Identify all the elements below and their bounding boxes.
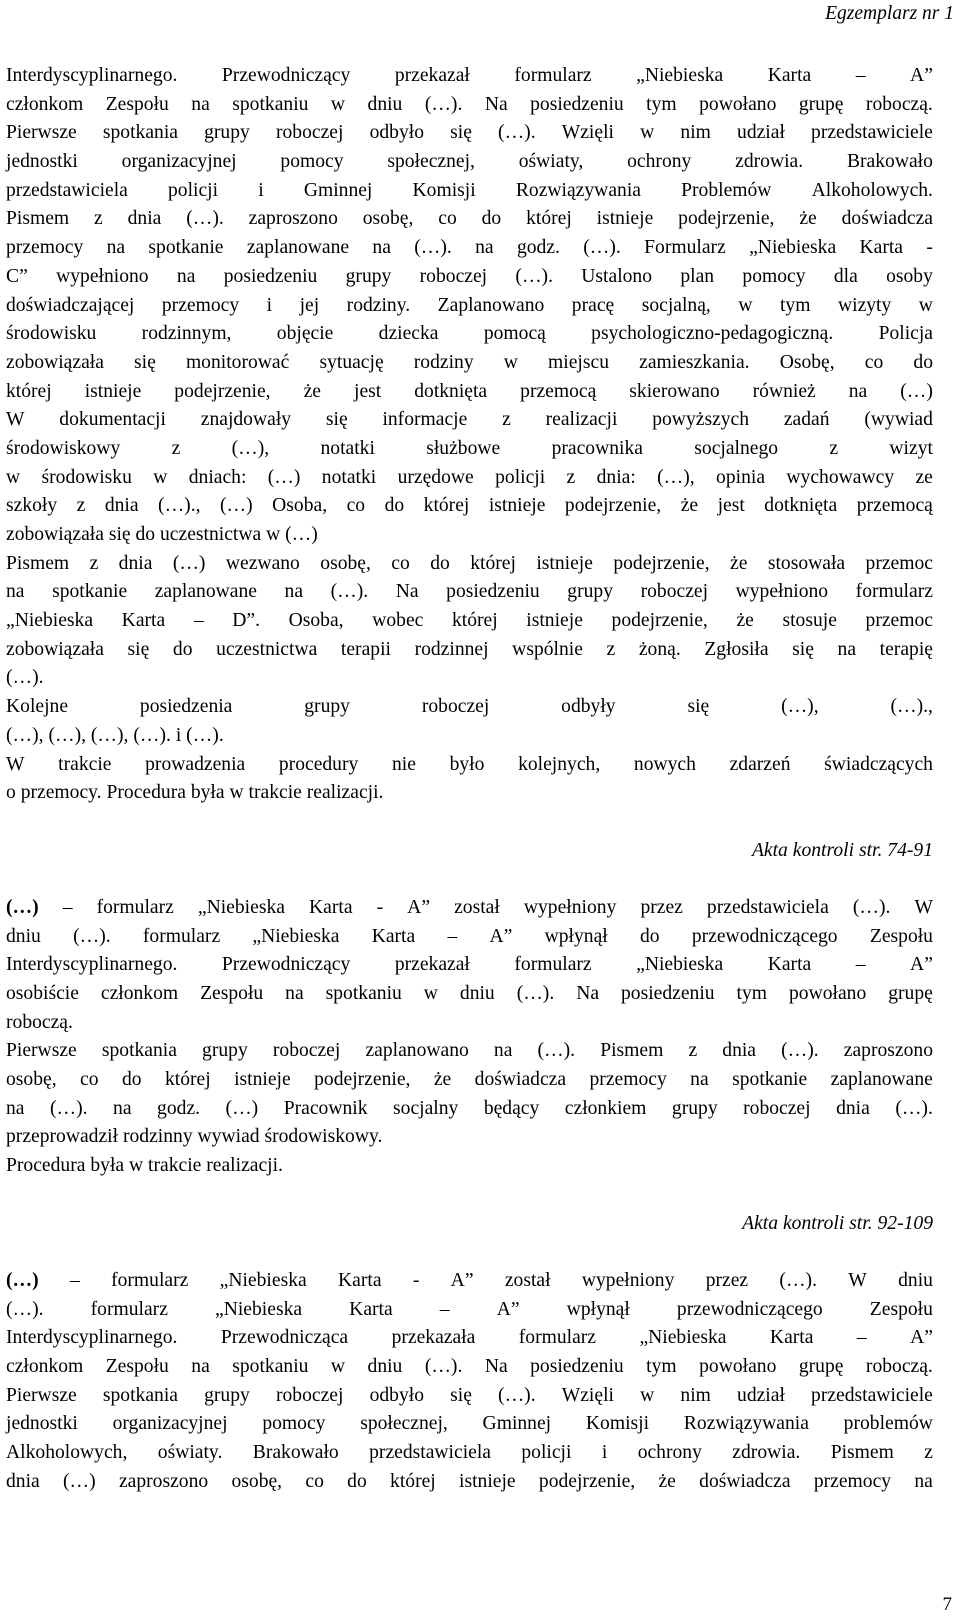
text-line: osobę, co do której istnieje podejrzenie, że doświadcza przemocy na spotkanie zaplanowane [6,1069,933,1091]
document-body [6,62,933,1496]
text-line: „Niebieska Karta – D”. Osoba, wobec której istnieje podejrzenie, że stosuje przemoc [6,610,933,632]
spacer [6,808,933,837]
document-section [6,62,933,808]
text-line: członkom Zespołu na spotkaniu w dniu (…). Na posiedzeniu tym powołano grupę roboczą. [6,1355,933,1377]
document-section [6,1267,933,1497]
text-line: (…). formularz „Niebieska Karta – A” wpłynął przewodniczącego Zespołu [6,1298,933,1320]
source-reference: Akta kontroli str. 74-91 [751,839,933,861]
text-line: zobowiązała się monitorować sytuację rodziny w miejscu zamieszkania. Osobę, co do [6,351,933,373]
text-line: dnia (…) zaproszono osobę, co do której istnieje podejrzenie, że doświadcza przemocy na [6,1470,933,1492]
text-line: dniu (…). formularz „Niebieska Karta – A” wpłynął do przewodniczącego Zespołu [6,925,933,947]
text-line: w środowisku w dniach: (…) notatki urzędowe policji z dnia: (…), opinia wychowawcy ze [6,466,933,488]
text-line: Pismem z dnia (…) wezwano osobę, co do której istnieje podejrzenie, że stosowała przemoc [6,552,933,574]
text-line: C” wypełniono na posiedzeniu grupy roboczej (…). Ustalono plan pomocy dla osoby [6,265,933,287]
text-line: na spotkanie zaplanowane na (…). Na posiedzeniu grupy roboczej wypełniono formularz [6,581,933,603]
text-line: Pierwsze spotkania grupy roboczej odbyło się (…). Wzięli w nim udział przedstawiciele [6,122,933,144]
text-line: jednostki organizacyjnej pomocy społecznej, Gminnej Komisji Rozwiązywania problemów [6,1413,933,1435]
text-line: środowiskowy z (…), notatki służbowe pracownika socjalnego z wizyt [6,437,933,459]
text-line: osobiście członkom Zespołu na spotkaniu w dniu (…). Na posiedzeniu tym powołano grupę [6,983,933,1004]
text-line: Interdyscyplinarnego. Przewodnicząca przekazała formularz „Niebieska Karta – A” [6,1327,933,1349]
text-line: W dokumentacji znajdowały się informacje z realizacji powyższych zadań (wywiad [6,409,933,431]
text-line: doświadczającej przemocy i jej rodziny. Zaplanowano pracę socjalną, w tym wizyty w [6,294,933,316]
text-line: Pierwsze spotkania grupy roboczej zaplanowano na (…). Pismem z dnia (…). zaproszono [6,1040,933,1062]
text-line: członkom Zespołu na spotkaniu w dniu (…). Na posiedzeniu tym powołano grupę roboczą. [6,93,933,115]
text-line: środowisku rodzinnym, objęcie dziecka pomocą psychologiczno-pedagogiczną. Policja [6,323,933,345]
spacer [6,865,933,894]
spacer [6,1238,933,1267]
copy-label: Egzemplarz nr 1 [825,3,954,24]
text-line: której istnieje podejrzenie, że jest dotknięta przemocą skierowano również na (…) [6,380,933,402]
text-line: szkoły z dnia (…)., (…) Osoba, co do której istnieje podejrzenie, że jest dotknięta przemocą [6,495,933,517]
text-line: jednostki organizacyjnej pomocy społecznej, oświaty, ochrony zdrowia. Brakowało [6,151,933,173]
text-line: przedstawiciela policji i Gminnej Komisji Rozwiązywania Problemów Alkoholowych. [6,179,933,201]
text-line: (…). [6,667,44,689]
spacer [6,1181,933,1210]
text-line: o przemocy. Procedura była w trakcie realizacji. [6,782,384,804]
text-line: (…) – formularz „Niebieska Karta - A” został wypełniony przez przedstawiciela (…). W [6,896,933,918]
text-line: na (…). na godz. (…) Pracownik socjalny będący członkiem grupy roboczej dnia (…). [6,1097,933,1119]
source-reference: Akta kontroli str. 92-109 [742,1212,933,1234]
text-line: Pismem z dnia (…). zaproszono osobę, co do której istnieje podejrzenie, że doświadcza [6,208,933,230]
text-line: Alkoholowych, oświaty. Brakowało przedstawiciela policji i ochrony zdrowia. Pismem z [6,1442,933,1463]
text-line: przeprowadził rodzinny wywiad środowiskowy. [6,1126,383,1148]
text-line: (…), (…), (…), (…). i (…). [6,724,224,746]
text-line: przemocy na spotkanie zaplanowane na (…). na godz. (…). Formularz „Niebieska Karta - [6,237,933,259]
text-line: zobowiązała się do uczestnictwa terapii rodzinnej wspólnie z żoną. Zgłosiła się na terapię [6,638,933,660]
page-number: 7 [942,1594,952,1615]
text-line: zobowiązała się do uczestnictwa w (…) [6,524,318,545]
text-line: Procedura była w trakcie realizacji. [6,1155,283,1177]
text-line: Pierwsze spotkania grupy roboczej odbyło się (…). Wzięli w nim udział przedstawiciele [6,1384,933,1406]
text-line: Interdyscyplinarnego. Przewodniczący przekazał formularz „Niebieska Karta – A” [6,954,933,976]
text-line: W trakcie prowadzenia procedury nie było kolejnych, nowych zdarzeń świadczących [6,753,933,775]
text-line: roboczą. [6,1011,73,1033]
text-line: (…) – formularz „Niebieska Karta - A” został wypełniony przez (…). W dniu [6,1269,933,1291]
text-line: Kolejne posiedzenia grupy roboczej odbyły się (…), (…)., [6,696,933,718]
document-section [6,894,933,1181]
text-line: Interdyscyplinarnego. Przewodniczący przekazał formularz „Niebieska Karta – A” [6,65,933,86]
